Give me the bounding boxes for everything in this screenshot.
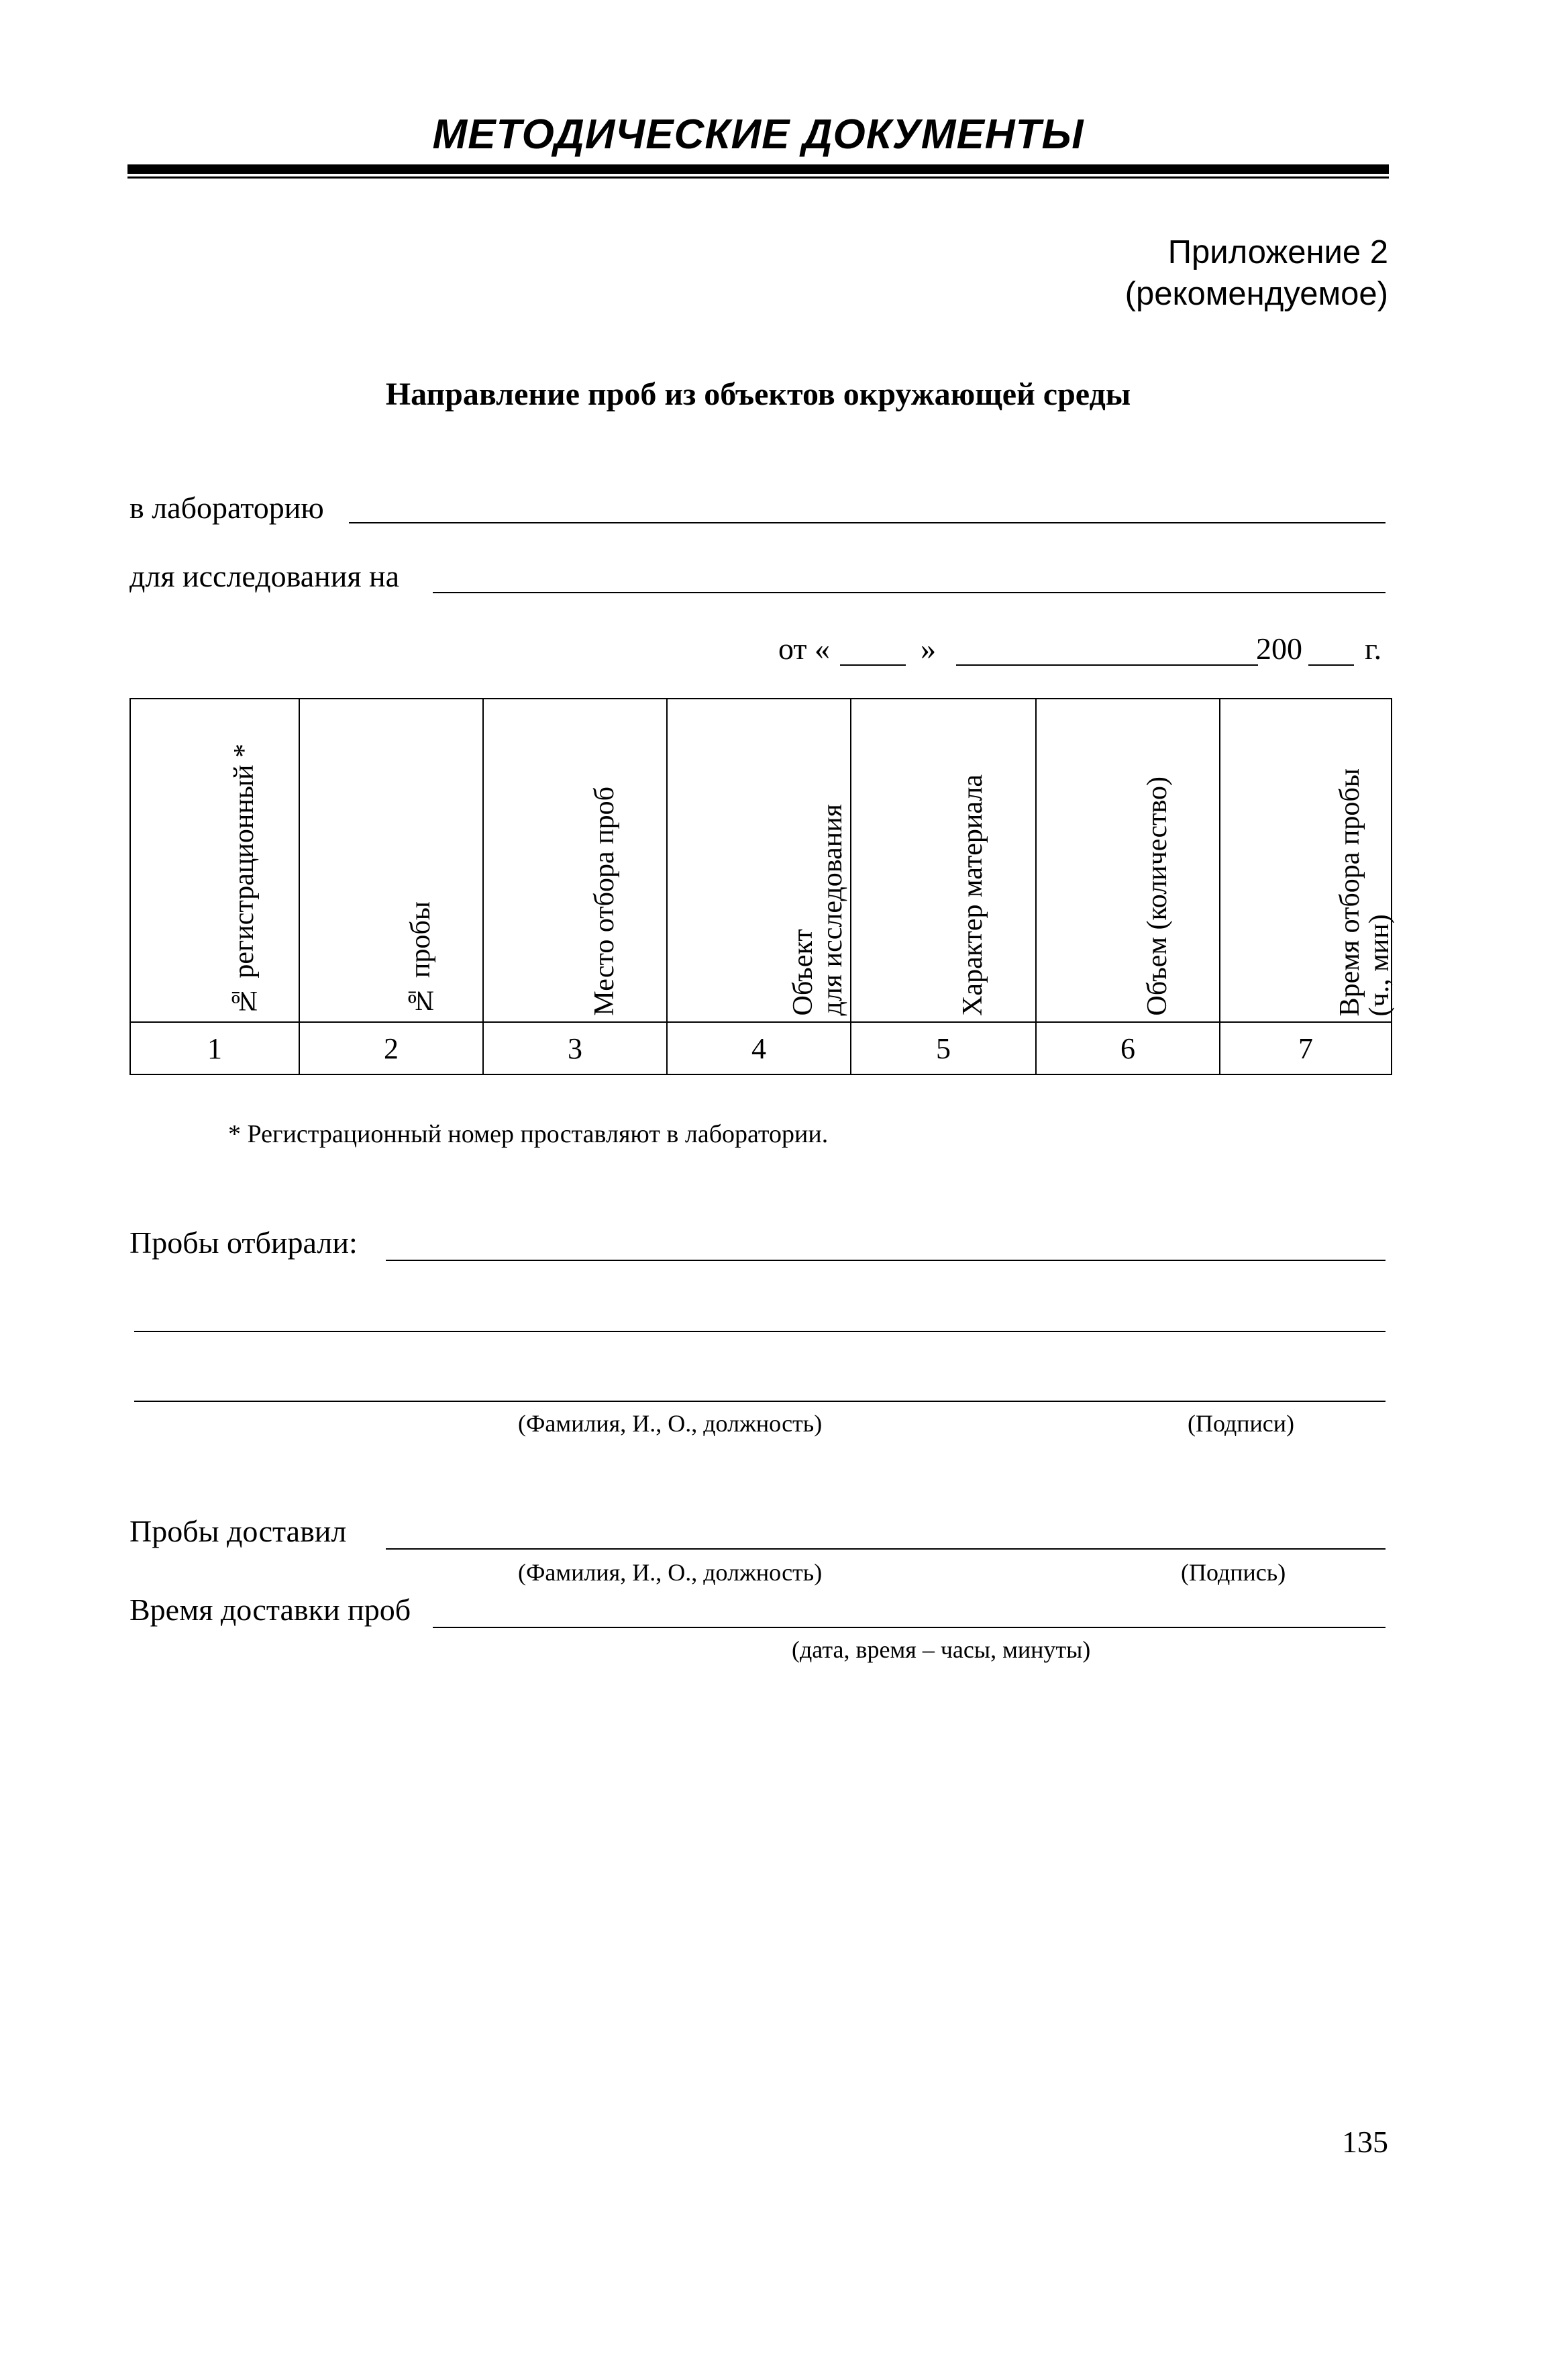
header-material-type: Характер материала bbox=[957, 774, 988, 1016]
table-header-row bbox=[130, 699, 1392, 1022]
running-header: МЕТОДИЧЕСКИЕ ДОКУМЕНТЫ bbox=[432, 111, 1084, 158]
delivered-label: Пробы доставил bbox=[129, 1514, 347, 1548]
column-number: 2 bbox=[299, 1022, 483, 1074]
delivery-time-line[interactable] bbox=[433, 1627, 1386, 1628]
header-cell bbox=[483, 699, 667, 1022]
samplers-signature-caption: (Подписи) bbox=[1188, 1410, 1295, 1437]
header-research-object-line1: Объект bbox=[788, 929, 819, 1016]
header-cell bbox=[1036, 699, 1220, 1022]
header-research-object-line2: для исследования bbox=[817, 804, 848, 1016]
samplers-line-1[interactable] bbox=[386, 1260, 1386, 1261]
samplers-line-3[interactable] bbox=[134, 1401, 1386, 1402]
header-sampling-time-line1: Время отбора пробы bbox=[1335, 768, 1365, 1016]
delivered-name-caption: (Фамилия, И., О., должность) bbox=[518, 1559, 823, 1586]
column-number: 3 bbox=[483, 1022, 667, 1074]
year-prefix: 200 bbox=[1256, 632, 1302, 666]
document-title: Направление проб из объектов окружающей среды bbox=[385, 376, 1131, 412]
appendix-number: Приложение 2 bbox=[1167, 234, 1388, 270]
appendix-label bbox=[1125, 232, 1388, 315]
header-research-object bbox=[788, 804, 847, 1016]
header-cell bbox=[667, 699, 851, 1022]
samplers-name-caption: (Фамилия, И., О., должность) bbox=[518, 1410, 823, 1437]
appendix-type: (рекомендуемое) bbox=[1125, 276, 1388, 312]
column-number: 5 bbox=[851, 1022, 1036, 1074]
header-sample-number: № пробы bbox=[405, 901, 436, 1016]
laboratory-field-line[interactable] bbox=[349, 522, 1386, 523]
header-rule-thin bbox=[127, 177, 1389, 179]
delivered-signature-caption: (Подпись) bbox=[1181, 1559, 1286, 1586]
header-cell bbox=[851, 699, 1036, 1022]
samplers-label: Пробы отбирали: bbox=[129, 1225, 358, 1260]
date-close-quote: » bbox=[921, 632, 936, 666]
column-number: 6 bbox=[1036, 1022, 1220, 1074]
table-number-row bbox=[130, 1022, 1392, 1074]
date-month-line[interactable] bbox=[956, 664, 1258, 666]
header-registration-number: № регистрационный * bbox=[229, 743, 260, 1016]
header-sampling-time-line2: (ч., мин) bbox=[1364, 913, 1395, 1016]
header-volume: Объем (количество) bbox=[1142, 776, 1173, 1016]
header-sampling-time bbox=[1335, 768, 1394, 1016]
header-rule bbox=[127, 164, 1389, 174]
column-number: 1 bbox=[130, 1022, 299, 1074]
header-sampling-place: Место отбора проб bbox=[589, 787, 620, 1016]
page-number: 135 bbox=[1342, 2125, 1388, 2159]
delivery-time-caption: (дата, время – часы, минуты) bbox=[792, 1636, 1091, 1663]
research-field-line[interactable] bbox=[433, 592, 1386, 593]
column-number: 4 bbox=[667, 1022, 851, 1074]
header-cell bbox=[130, 699, 299, 1022]
samples-table bbox=[129, 698, 1395, 1075]
footnote: * Регистрационный номер проставляют в лаборатории. bbox=[228, 1120, 829, 1148]
header-cell bbox=[299, 699, 483, 1022]
delivered-line[interactable] bbox=[386, 1548, 1386, 1550]
research-label: для исследования на bbox=[129, 559, 400, 593]
laboratory-label: в лабораторию bbox=[129, 491, 324, 525]
samplers-line-2[interactable] bbox=[134, 1331, 1386, 1332]
delivery-time-label: Время доставки проб bbox=[129, 1593, 411, 1627]
year-suffix: г. bbox=[1365, 632, 1382, 666]
date-day-line[interactable] bbox=[840, 664, 906, 666]
date-year-line[interactable] bbox=[1308, 664, 1354, 666]
header-cell bbox=[1220, 699, 1395, 1022]
column-number: 7 bbox=[1220, 1022, 1392, 1074]
date-from-label: от « bbox=[778, 632, 830, 666]
